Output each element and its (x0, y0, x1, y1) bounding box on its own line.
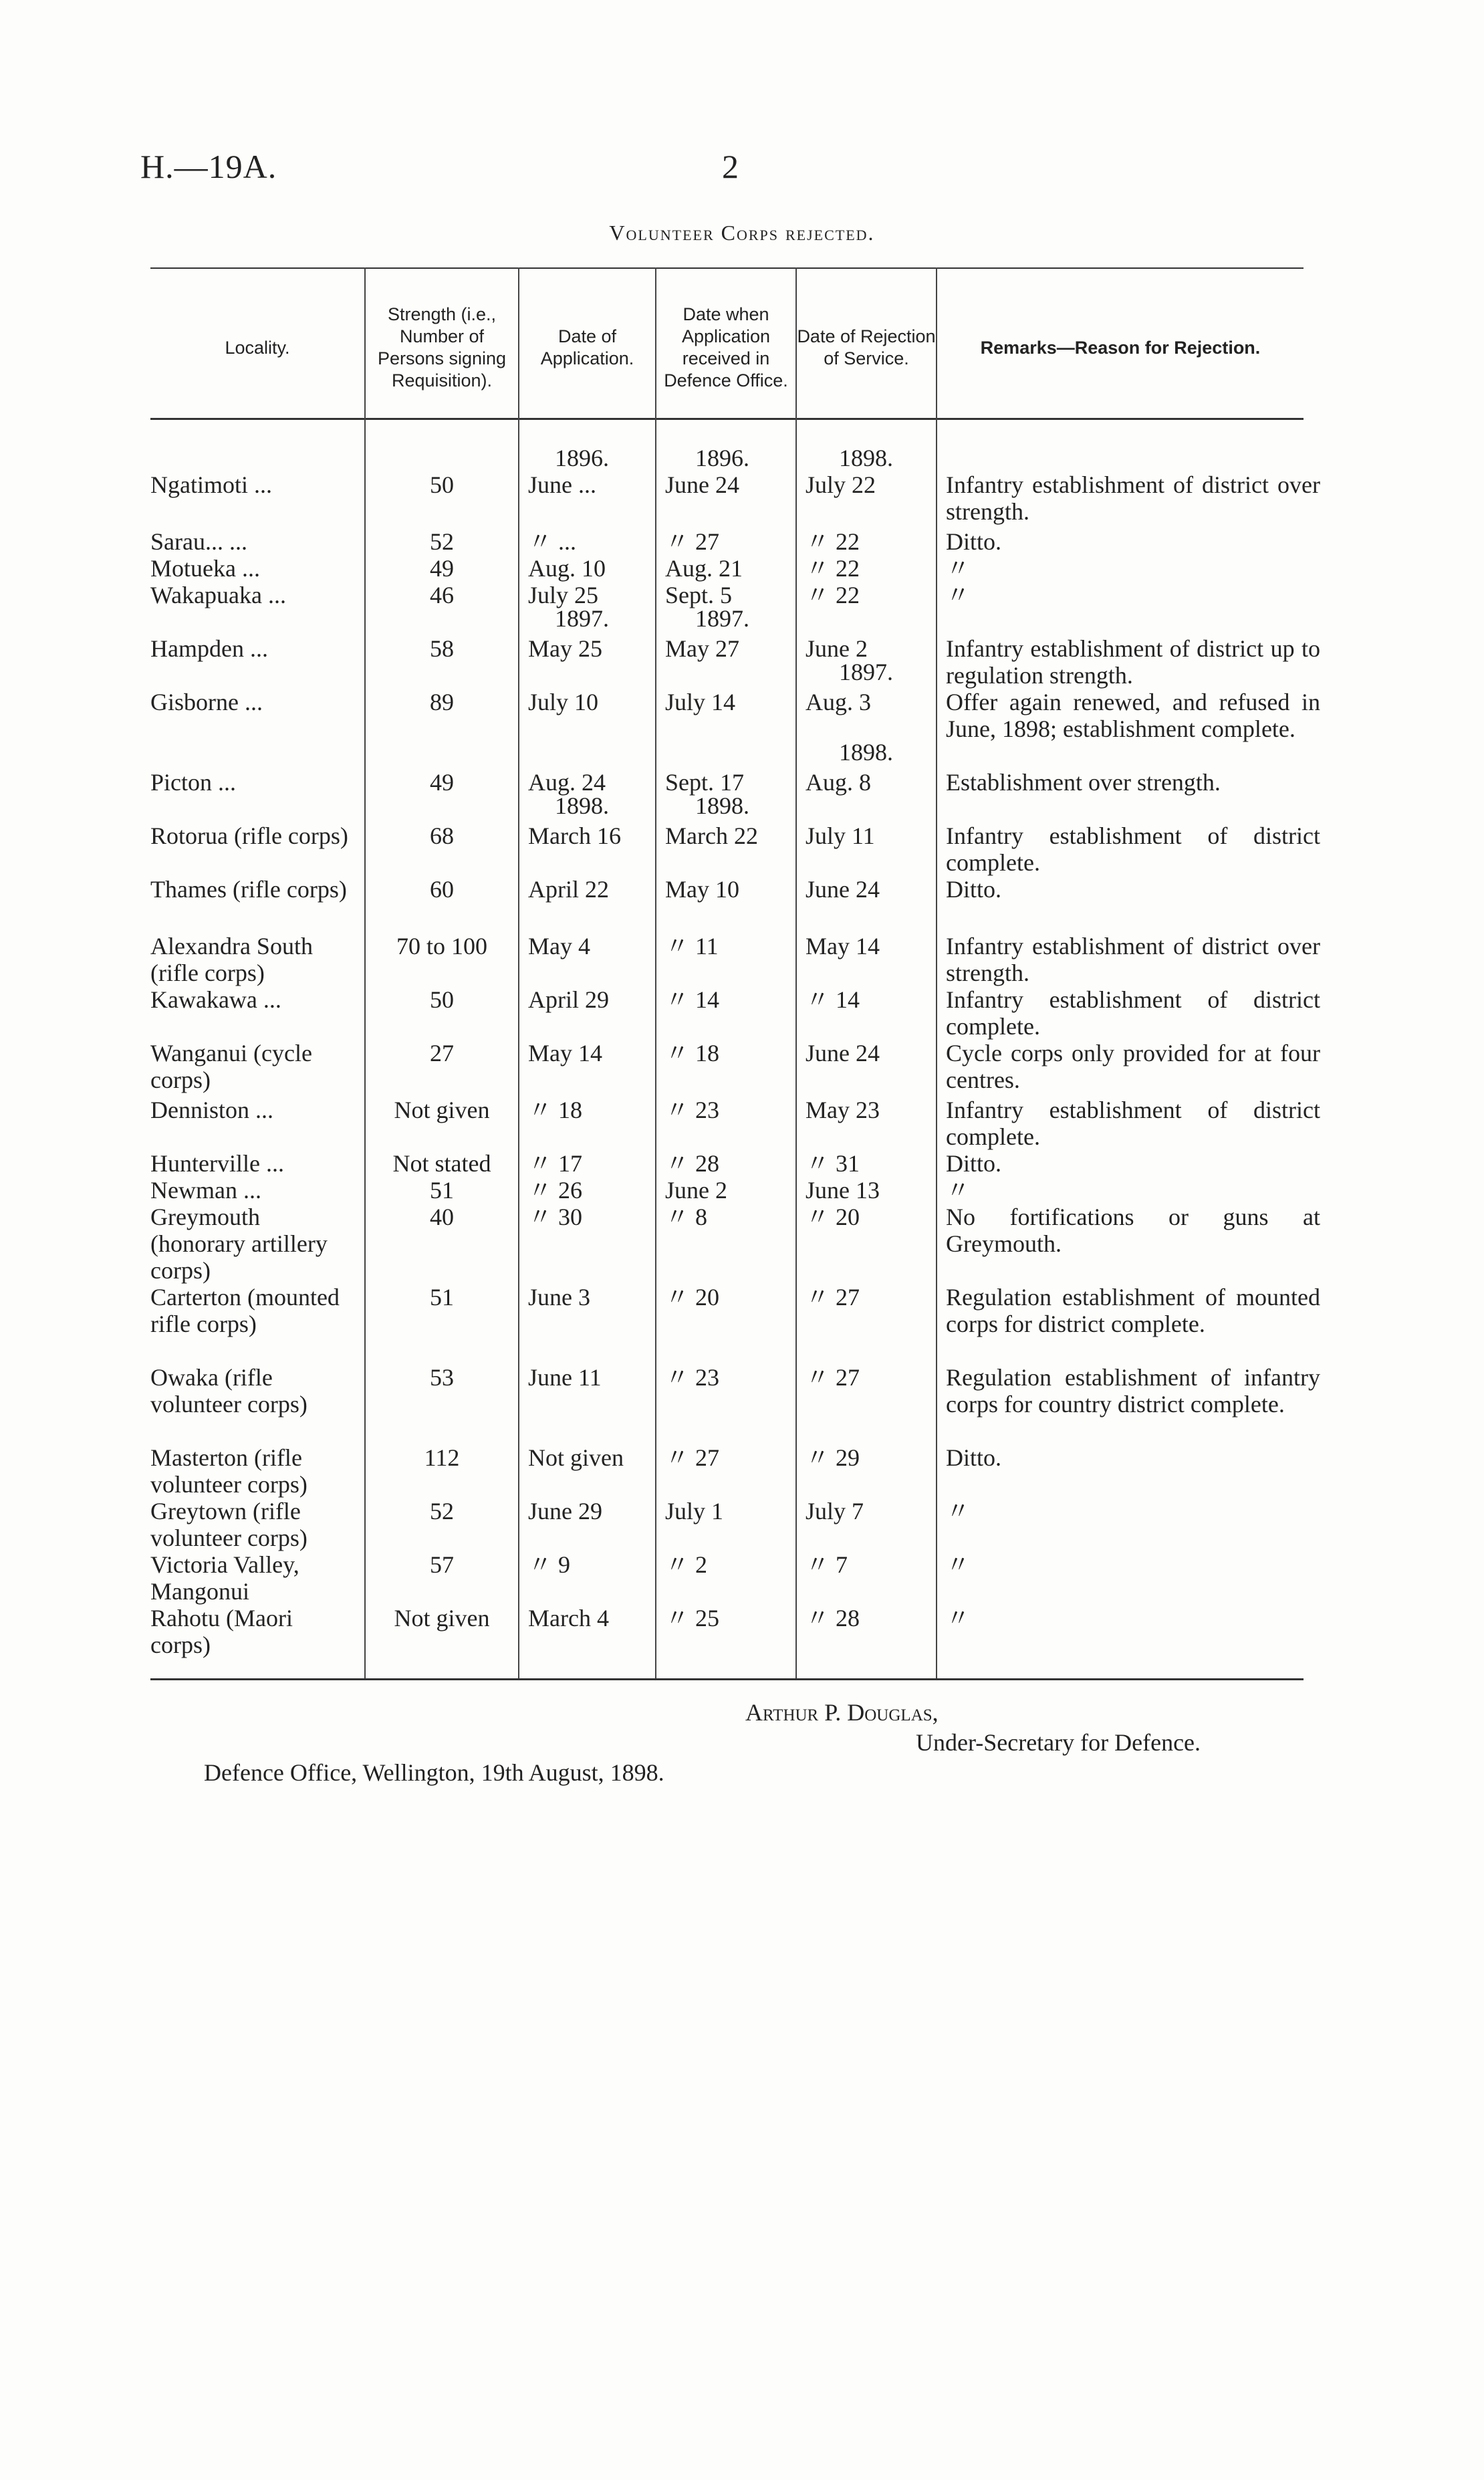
cell-date-rejection: 〃 22 (806, 528, 860, 555)
cell-locality: Gisborne ... (150, 689, 263, 715)
cell-remarks: Ditto. (946, 1150, 1002, 1177)
cell-date-rejection: 〃 20 (806, 1204, 860, 1230)
cell-remarks: Ditto. (946, 876, 1002, 903)
cell-date-received: Aug. 21 (665, 555, 743, 582)
cell-date-received: 〃 11 (665, 933, 719, 960)
year-marker: 1897. (555, 605, 609, 632)
cell-remarks: Establishment over strength. (946, 769, 1221, 796)
cell-strength: 89 (430, 689, 454, 715)
cell-date-rejection: 〃 27 (806, 1364, 860, 1391)
cell-date-rejection: July 11 (806, 822, 875, 849)
table-title: Volunteer Corps rejected. (609, 221, 875, 245)
column-header-locality: Locality. (225, 337, 290, 358)
cell-remarks: 〃 (946, 1551, 971, 1578)
cell-locality: Ngatimoti ... (150, 471, 272, 498)
cell-remarks: 〃 (946, 1177, 971, 1204)
cell-date-application: 〃 26 (528, 1177, 583, 1204)
year-marker: 1896. (555, 445, 609, 471)
cell-date-application: June 29 (528, 1498, 602, 1525)
cell-locality: Picton ... (150, 769, 237, 796)
cell-strength: 27 (430, 1040, 454, 1066)
cell-strength: 52 (430, 1498, 454, 1525)
cell-remarks: Regulation establishment of mounted corps for district complete. (946, 1284, 1320, 1337)
year-marker: 1897. (695, 605, 749, 632)
strength-header-text: Strength (i.e., Number of Persons signing Requisition). (377, 304, 507, 390)
cell-date-application: Aug. 10 (528, 555, 606, 582)
cell-date-received: July 1 (665, 1498, 724, 1525)
cell-remarks: 〃 (946, 582, 971, 608)
cell-locality: Rahotu (Maori corps) (150, 1605, 293, 1658)
cell-date-received: June 24 (665, 471, 739, 498)
cell-date-received: Sept. 5 (665, 582, 733, 608)
column-header-date-application (519, 281, 655, 415)
table-bottom-rule (150, 1678, 1304, 1680)
cell-remarks: Infantry establishment of district complete. (946, 1097, 1320, 1150)
cell-remarks: Infantry establishment of district over strength. (946, 933, 1320, 986)
cell-date-received: 〃 23 (665, 1097, 720, 1123)
cell-date-received: 〃 28 (665, 1150, 720, 1177)
cell-remarks: Infantry establishment of district complete. (946, 822, 1320, 876)
cell-date-application: May 4 (528, 933, 590, 960)
cell-date-application: 〃 ... (528, 528, 577, 555)
cell-strength: 51 (430, 1284, 454, 1311)
document-code: H.—19A. (140, 148, 277, 185)
year-marker: 1898. (555, 792, 609, 819)
cell-date-received: 〃 2 (665, 1551, 708, 1578)
cell-remarks: Ditto. (946, 1444, 1002, 1471)
cell-date-application: 〃 30 (528, 1204, 583, 1230)
cell-date-application: 〃 17 (528, 1150, 583, 1177)
cell-strength: 57 (430, 1551, 454, 1578)
cell-strength: Not stated (392, 1150, 491, 1177)
cell-strength: 53 (430, 1364, 454, 1391)
cell-strength: 40 (430, 1204, 454, 1230)
year-marker: 1896. (695, 445, 749, 471)
cell-remarks: Regulation establishment of infantry corps for country district complete. (946, 1364, 1320, 1418)
cell-remarks: Ditto. (946, 528, 1002, 555)
cell-date-application: Not given (528, 1444, 624, 1471)
cell-date-application: July 25 (528, 582, 599, 608)
cell-locality: Denniston ... (150, 1097, 273, 1123)
header-bottom-rule (150, 418, 1304, 420)
cell-date-rejection: 〃 27 (806, 1284, 860, 1311)
cell-remarks: 〃 (946, 1605, 971, 1631)
cell-date-application: March 4 (528, 1605, 609, 1631)
cell-locality: Motueka ... (150, 555, 260, 582)
cell-date-received: 〃 27 (665, 528, 720, 555)
cell-remarks: Infantry establishment of district up to regulation strength. (946, 635, 1320, 689)
cell-date-received: 〃 14 (665, 986, 720, 1013)
column-header-strength (366, 281, 518, 415)
cell-strength: 50 (430, 986, 454, 1013)
cell-locality: Greymouth (honorary artillery corps) (150, 1204, 328, 1284)
cell-locality: Alexandra South (rifle corps) (150, 933, 313, 986)
cell-date-rejection: June 24 (806, 1040, 880, 1066)
column-header-date-received (656, 281, 795, 415)
cell-locality: Wanganui (cycle corps) (150, 1040, 312, 1093)
column-divider (795, 267, 797, 1678)
cell-locality: Victoria Valley, Mangonui (150, 1551, 299, 1605)
cell-locality: Rotorua (rifle corps) (150, 822, 348, 849)
cell-date-application: May 25 (528, 635, 602, 662)
table-top-rule (150, 267, 1304, 269)
cell-locality: Wakapuaka ... (150, 582, 287, 608)
cell-remarks: 〃 (946, 1498, 971, 1525)
cell-locality: Greytown (rifle volunteer corps) (150, 1498, 307, 1551)
cell-locality: Carterton (mounted rifle corps) (150, 1284, 340, 1337)
cell-date-rejection: 〃 29 (806, 1444, 860, 1471)
cell-date-received: 〃 23 (665, 1364, 720, 1391)
cell-date-application: 〃 18 (528, 1097, 583, 1123)
year-marker: 1898. (695, 792, 749, 819)
cell-date-received: July 14 (665, 689, 736, 715)
cell-locality: Hunterville ... (150, 1150, 284, 1177)
signature-name-text: Arthur P. Douglas, (745, 1699, 939, 1726)
cell-date-rejection: July 7 (806, 1498, 864, 1525)
cell-date-rejection: May 23 (806, 1097, 880, 1123)
cell-date-application: May 14 (528, 1040, 602, 1066)
cell-date-received: 〃 27 (665, 1444, 720, 1471)
cell-date-rejection: 〃 28 (806, 1605, 860, 1631)
cell-strength: 52 (430, 528, 454, 555)
cell-locality: Masterton (rifle volunteer corps) (150, 1444, 307, 1498)
year-marker: 1898. (839, 739, 893, 766)
cell-strength: 46 (430, 582, 454, 608)
cell-date-received: May 10 (665, 876, 739, 903)
cell-date-application: Aug. 24 (528, 769, 606, 796)
column-divider (518, 267, 519, 1678)
cell-remarks: 〃 (946, 555, 971, 582)
cell-locality: Newman ... (150, 1177, 261, 1204)
place-and-date: Defence Office, Wellington, 19th August, 1898. (204, 1759, 664, 1786)
cell-remarks: No fortifications or guns at Greymouth. (946, 1204, 1320, 1257)
cell-strength: 60 (430, 876, 454, 903)
cell-date-received: March 22 (665, 822, 758, 849)
cell-date-application: 〃 9 (528, 1551, 571, 1578)
cell-strength: 50 (430, 471, 454, 498)
cell-date-received: Sept. 17 (665, 769, 745, 796)
cell-date-rejection: 〃 22 (806, 582, 860, 608)
cell-date-rejection: June 2 (806, 635, 868, 662)
cell-date-received: 〃 18 (665, 1040, 720, 1066)
cell-date-application: April 29 (528, 986, 609, 1013)
cell-date-received: 〃 25 (665, 1605, 720, 1631)
cell-date-received: 〃 8 (665, 1204, 708, 1230)
date-rejection-header-text: Date of Rejection of Service. (797, 326, 936, 368)
date-application-header-text: Date of Application. (540, 326, 634, 368)
column-divider (936, 267, 937, 1678)
cell-date-received: May 27 (665, 635, 739, 662)
cell-locality: Owaka (rifle volunteer corps) (150, 1364, 307, 1418)
cell-strength: 58 (430, 635, 454, 662)
column-header-remarks (937, 281, 1304, 415)
cell-strength: Not given (394, 1097, 490, 1123)
cell-strength: 68 (430, 822, 454, 849)
cell-date-rejection: June 13 (806, 1177, 880, 1204)
cell-locality: Sarau... ... (150, 528, 247, 555)
cell-remarks: Infantry establishment of district over strength. (946, 471, 1320, 525)
cell-date-application: July 10 (528, 689, 599, 715)
cell-locality: Kawakawa ... (150, 986, 281, 1013)
cell-date-application: June ... (528, 471, 596, 498)
cell-date-rejection: June 24 (806, 876, 880, 903)
year-marker: 1898. (839, 445, 893, 471)
cell-strength: 51 (430, 1177, 454, 1204)
cell-date-rejection: 〃 22 (806, 555, 860, 582)
cell-date-application: June 11 (528, 1364, 602, 1391)
cell-date-application: April 22 (528, 876, 609, 903)
cell-strength: 112 (424, 1444, 460, 1471)
cell-locality: Hampden ... (150, 635, 268, 662)
cell-date-rejection: 〃 14 (806, 986, 860, 1013)
cell-date-rejection: Aug. 8 (806, 769, 871, 796)
cell-locality: Thames (rifle corps) (150, 876, 347, 903)
cell-remarks: Cycle corps only provided for at four centres. (946, 1040, 1320, 1093)
column-header-date-rejection (797, 281, 936, 415)
cell-date-rejection: May 14 (806, 933, 880, 960)
year-marker: 1897. (839, 659, 893, 685)
cell-date-rejection: Aug. 3 (806, 689, 871, 715)
cell-date-received: 〃 20 (665, 1284, 720, 1311)
cell-date-received: June 2 (665, 1177, 727, 1204)
cell-strength: 49 (430, 555, 454, 582)
signature-title: Under-Secretary for Defence. (916, 1729, 1201, 1756)
cell-strength: 49 (430, 769, 454, 796)
column-divider (364, 267, 366, 1678)
cell-date-application: June 3 (528, 1284, 590, 1311)
page-number: 2 (722, 148, 739, 185)
cell-strength: Not given (394, 1605, 490, 1631)
cell-date-rejection: July 22 (806, 471, 876, 498)
column-divider (655, 267, 656, 1678)
cell-date-application: March 16 (528, 822, 621, 849)
cell-date-rejection: 〃 31 (806, 1150, 860, 1177)
date-received-header-text: Date when Application received in Defence Office. (664, 304, 788, 390)
cell-remarks: Infantry establishment of district complete. (946, 986, 1320, 1040)
cell-date-rejection: 〃 7 (806, 1551, 848, 1578)
signature-name (745, 1698, 939, 1726)
cell-strength: 70 to 100 (396, 933, 487, 960)
remarks-header-text: Remarks—Reason for Rejection. (980, 337, 1261, 358)
cell-remarks: Offer again renewed, and refused in June, 1898; establishment complete. (946, 689, 1320, 742)
